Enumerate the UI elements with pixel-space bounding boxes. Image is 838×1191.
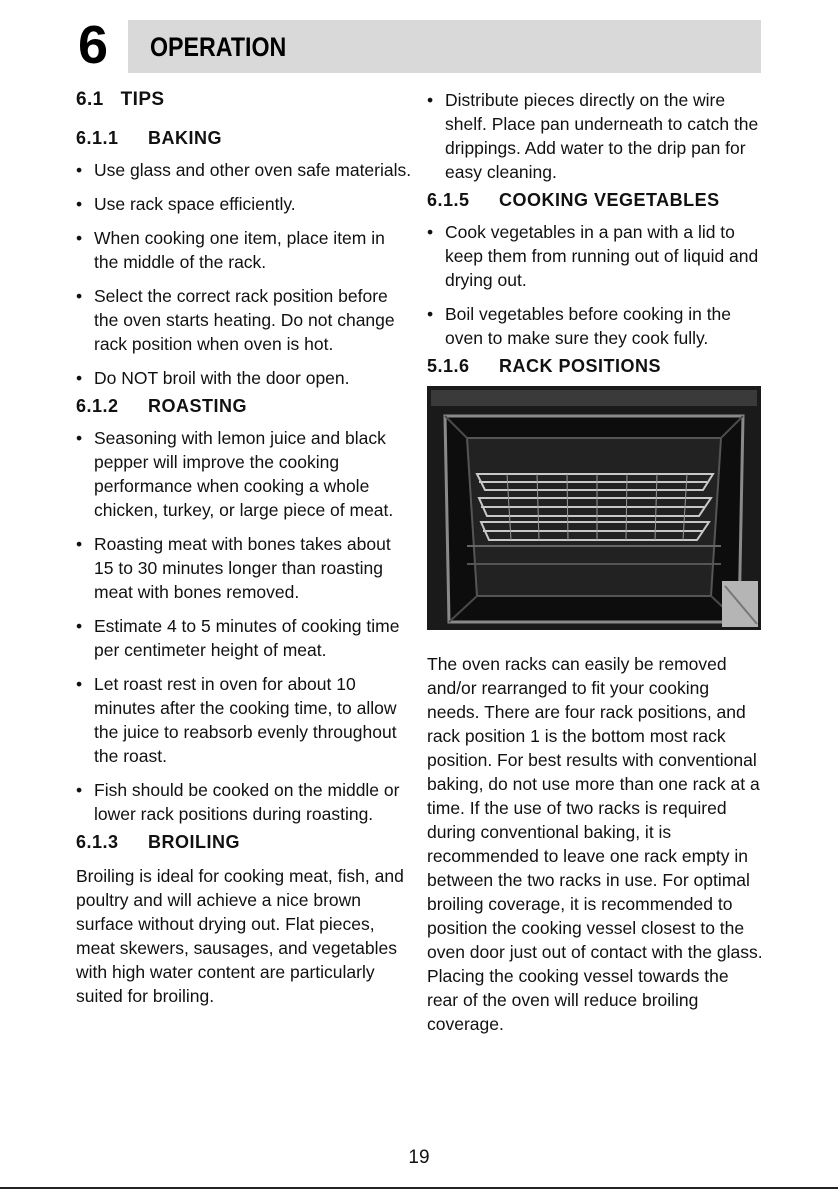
subsection-heading-roasting xyxy=(76,394,412,418)
broiling-paragraph: Broiling is ideal for cooking meat, fish, and poultry and will achieve a nice brown surface without drying out. Flat pieces, meat skewers, sausages, and vegetables with high water content are particularly suited for broiling. xyxy=(76,866,404,1006)
chapter-title: OPERATION xyxy=(150,32,287,62)
list-item: • Seasoning with lemon juice and black pepper will improve the cooking performance when cooking a whole chicken, turkey, or large piece of meat. xyxy=(76,428,394,520)
bottom-divider xyxy=(0,1187,838,1189)
broiling-list xyxy=(427,88,763,184)
rack-positions-paragraph: The oven racks can easily be removed and/or rearranged to fit your cooking needs. There are four rack positions, and rack position 1 is the bottom most rack position. For best results with conventional baking, do not use more than one rack at a time. If the use of two racks is required during conventional baking, it is recommended to leave one rack empty in between the two racks in use. For optimal broiling coverage, it is recommended to position the cooking vessel closest to the oven door just out of contact with the glass. Placing the cooking vessel towards the rear of the oven will reduce broiling coverage. xyxy=(427,654,763,1034)
section-title: TIPS xyxy=(120,89,165,110)
subsection-number: 6.1.1 xyxy=(76,128,119,148)
subsection-heading-vegetables xyxy=(427,188,763,212)
page-number: 19 xyxy=(408,1147,430,1168)
list-item: • Use rack space efficiently. xyxy=(76,194,296,214)
subsection-number: 6.1.2 xyxy=(76,396,119,416)
section-number: 6.1 xyxy=(76,89,104,110)
vegetables-list xyxy=(427,220,763,350)
baking-list xyxy=(76,158,412,390)
list-item: • Boil vegetables before cooking in the oven to make sure they cook fully. xyxy=(427,304,732,348)
list-item: • When cooking one item, place item in the middle of the rack. xyxy=(76,228,385,272)
list-item: • Do NOT broil with the door open. xyxy=(76,368,350,388)
subsection-heading-broiling xyxy=(76,830,412,854)
list-item: • Fish should be cooked on the middle or lower rack positions during roasting. xyxy=(76,780,400,824)
list-item: • Roasting meat with bones takes about 15 to 30 minutes longer than roasting meat with bones removed. xyxy=(76,534,391,602)
chapter-number: 6 xyxy=(78,15,109,75)
subsection-number: 6.1.3 xyxy=(76,832,119,852)
right-column xyxy=(427,88,763,1044)
subsection-title: BAKING xyxy=(148,128,222,148)
subsection-title: ROASTING xyxy=(148,396,248,416)
subsection-number: 5.1.6 xyxy=(427,356,470,376)
subsection-heading-rack-positions xyxy=(427,354,763,378)
list-item: • Estimate 4 to 5 minutes of cooking time per centimeter height of meat. xyxy=(76,616,400,660)
subsection-heading-baking xyxy=(76,126,412,150)
chapter-header-bar xyxy=(128,20,761,73)
list-item: • Select the correct rack position before the oven starts heating. Do not change rack position when oven is hot. xyxy=(76,286,395,354)
subsection-number: 6.1.5 xyxy=(427,190,470,210)
list-item: • Distribute pieces directly on the wire shelf. Place pan underneath to catch the drippings. Add water to the drip pan for easy cleaning. xyxy=(427,90,759,182)
list-item: • Cook vegetables in a pan with a lid to keep them from running out of liquid and drying out. xyxy=(427,222,759,290)
subsection-title: COOKING VEGETABLES xyxy=(499,190,720,210)
list-item: • Use glass and other oven safe materials. xyxy=(76,160,412,180)
left-column xyxy=(76,88,412,1016)
section-heading-tips xyxy=(76,88,412,112)
oven-racks-photo xyxy=(427,386,761,630)
roasting-list xyxy=(76,426,412,826)
subsection-title: RACK POSITIONS xyxy=(499,356,662,376)
subsection-title: BROILING xyxy=(148,832,240,852)
list-item: • Let roast rest in oven for about 10 minutes after the cooking time, to allow the juice to reabsorb evenly throughout the roast. xyxy=(76,674,397,766)
